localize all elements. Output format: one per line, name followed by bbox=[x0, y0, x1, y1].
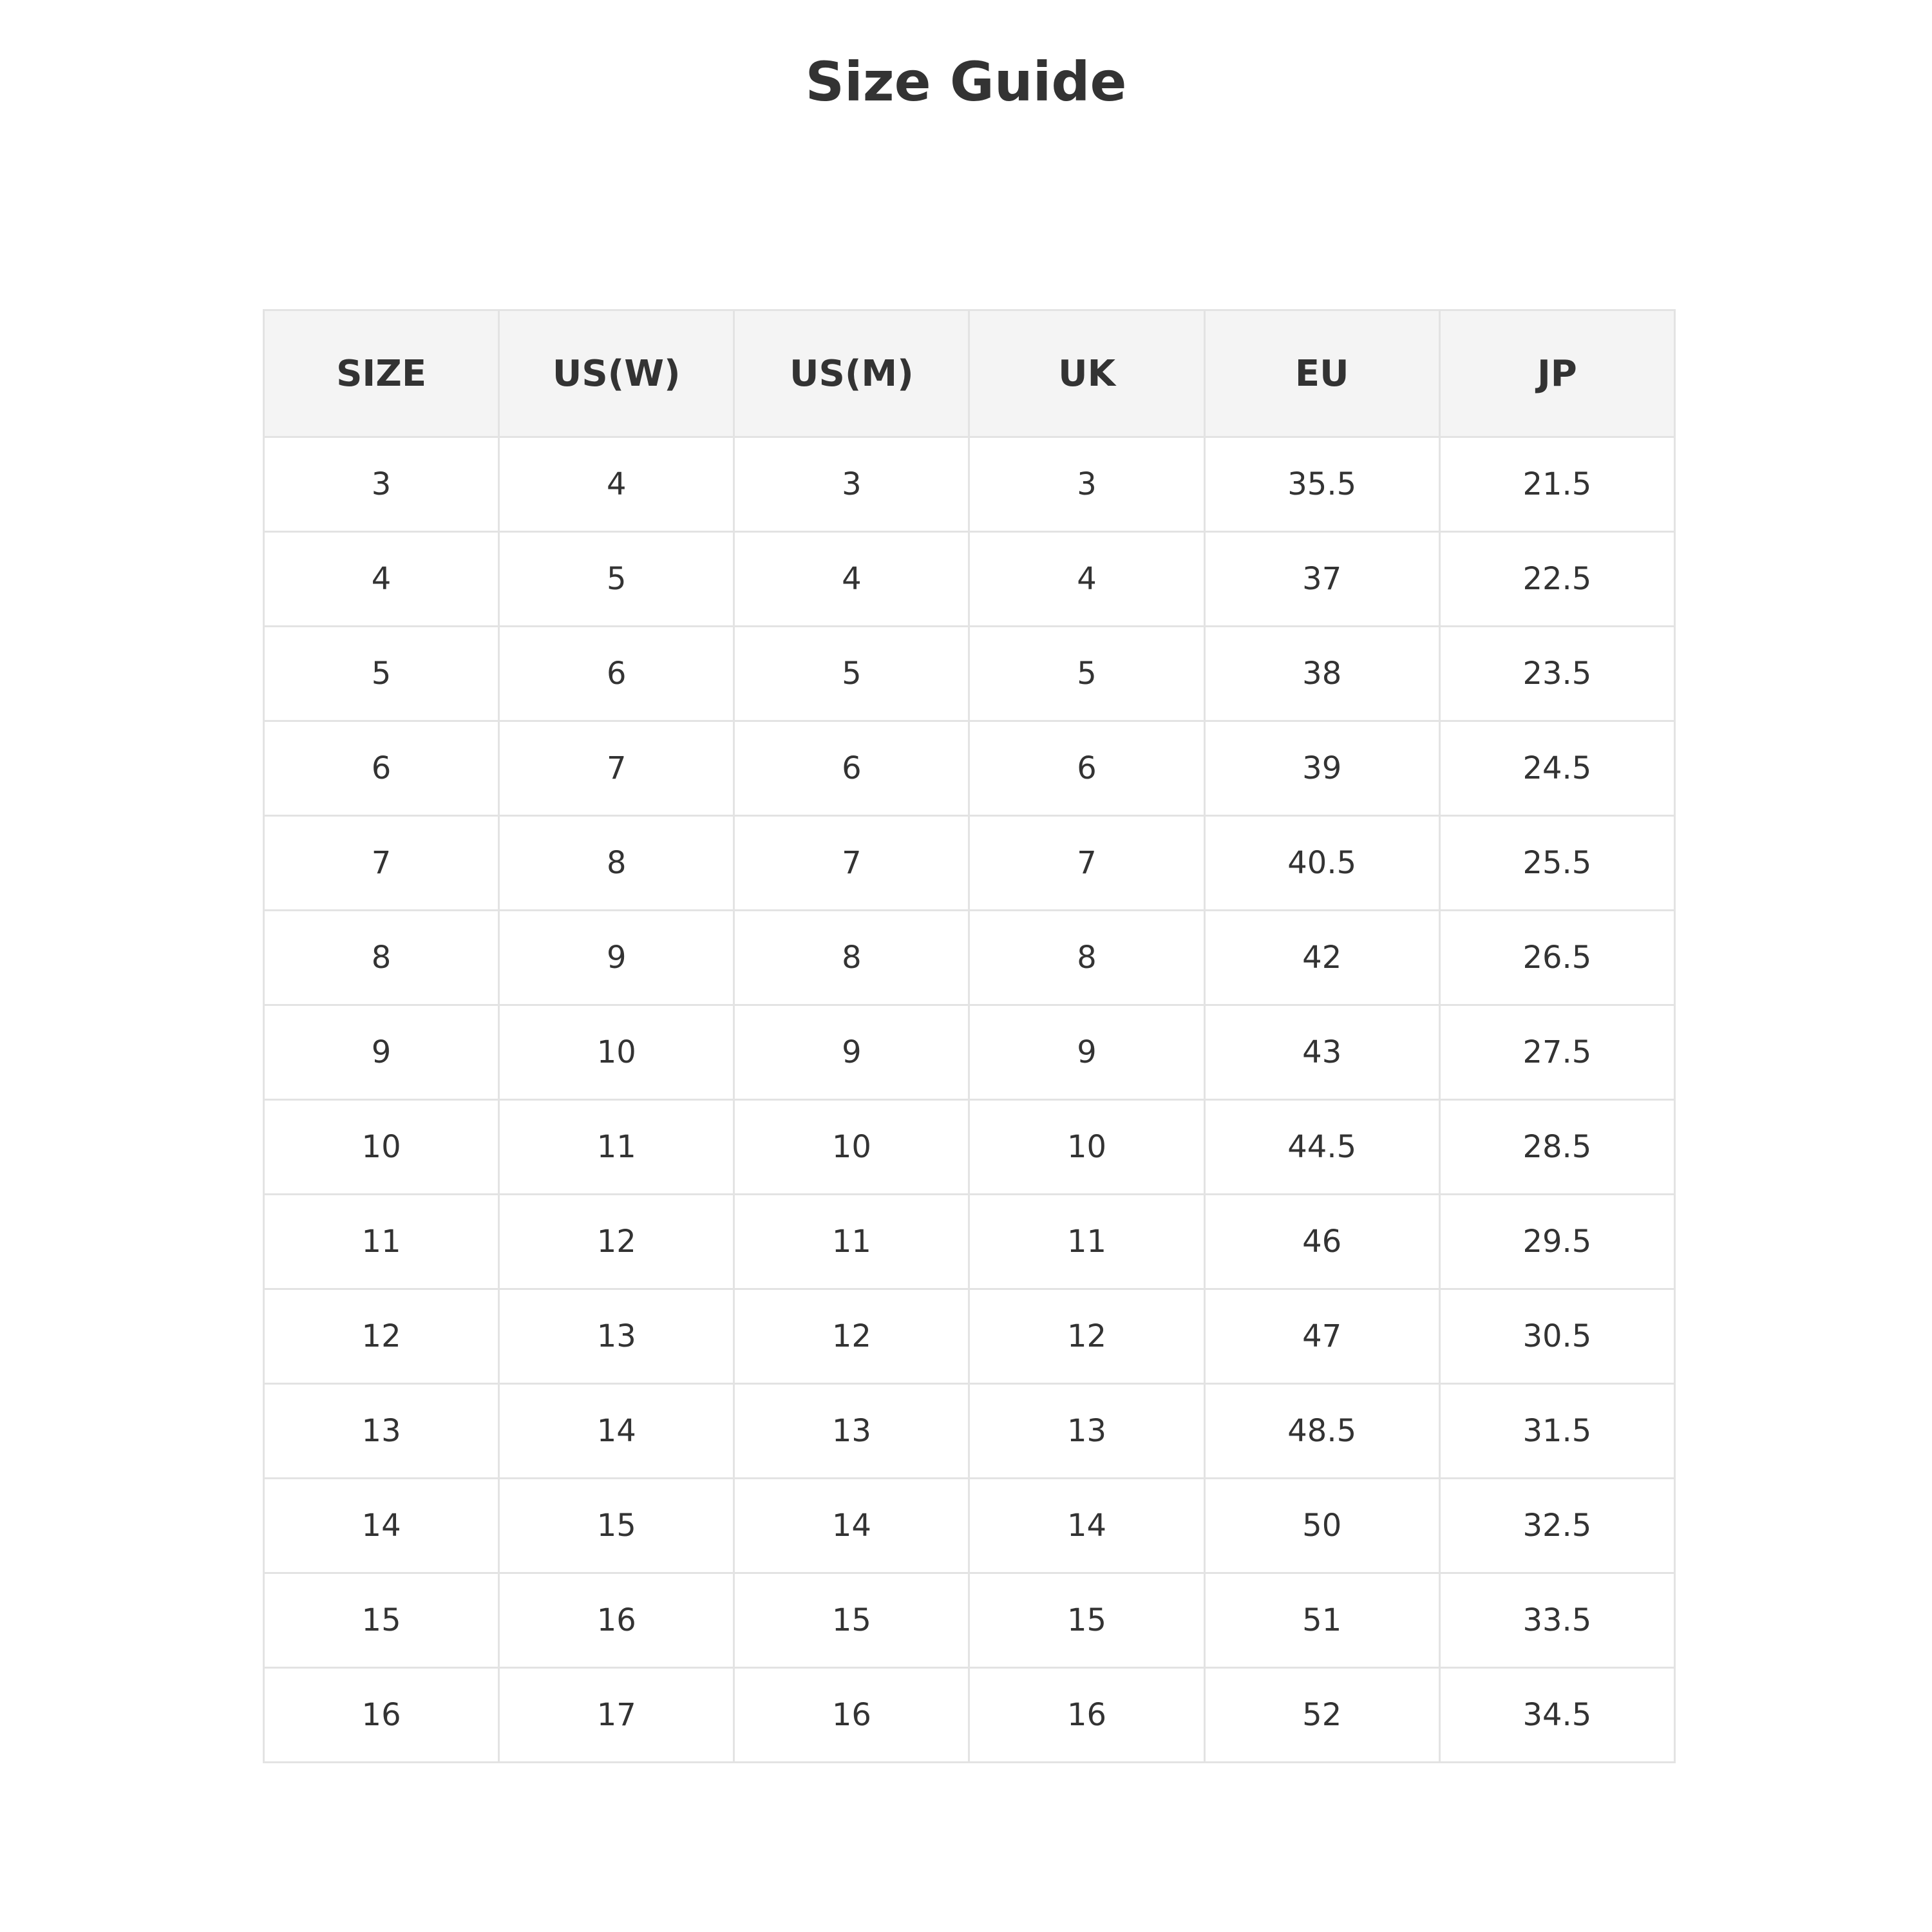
table-body bbox=[264, 437, 1675, 1763]
cell-us-women: 11 bbox=[499, 1100, 734, 1195]
cell-us-women: 4 bbox=[499, 437, 734, 532]
cell-us-women: 7 bbox=[499, 721, 734, 816]
cell-us-women: 10 bbox=[499, 1005, 734, 1100]
table-row bbox=[264, 532, 1675, 627]
cell-uk: 9 bbox=[969, 1005, 1204, 1100]
cell-eu: 39 bbox=[1204, 721, 1439, 816]
cell-size: 7 bbox=[264, 816, 499, 911]
cell-eu: 42 bbox=[1204, 911, 1439, 1005]
cell-us-men: 11 bbox=[734, 1195, 969, 1289]
cell-uk: 10 bbox=[969, 1100, 1204, 1195]
cell-us-men: 7 bbox=[734, 816, 969, 911]
cell-eu: 46 bbox=[1204, 1195, 1439, 1289]
page-title: Size Guide bbox=[805, 50, 1127, 113]
cell-size: 6 bbox=[264, 721, 499, 816]
table-row bbox=[264, 1573, 1675, 1668]
cell-size: 12 bbox=[264, 1289, 499, 1384]
cell-us-men: 6 bbox=[734, 721, 969, 816]
header-us-men: US(M) bbox=[734, 310, 969, 437]
cell-us-men: 12 bbox=[734, 1289, 969, 1384]
cell-us-men: 14 bbox=[734, 1479, 969, 1573]
cell-size: 16 bbox=[264, 1668, 499, 1763]
cell-size: 8 bbox=[264, 911, 499, 1005]
cell-us-women: 9 bbox=[499, 911, 734, 1005]
cell-jp: 28.5 bbox=[1439, 1100, 1674, 1195]
cell-us-men: 13 bbox=[734, 1384, 969, 1479]
cell-us-women: 16 bbox=[499, 1573, 734, 1668]
size-guide-table bbox=[263, 309, 1676, 1763]
cell-eu: 51 bbox=[1204, 1573, 1439, 1668]
cell-jp: 25.5 bbox=[1439, 816, 1674, 911]
cell-size: 11 bbox=[264, 1195, 499, 1289]
cell-uk: 14 bbox=[969, 1479, 1204, 1573]
cell-jp: 34.5 bbox=[1439, 1668, 1674, 1763]
table-row bbox=[264, 721, 1675, 816]
cell-jp: 21.5 bbox=[1439, 437, 1674, 532]
cell-jp: 22.5 bbox=[1439, 532, 1674, 627]
table-row bbox=[264, 1100, 1675, 1195]
cell-size: 5 bbox=[264, 627, 499, 721]
cell-us-men: 8 bbox=[734, 911, 969, 1005]
cell-uk: 13 bbox=[969, 1384, 1204, 1479]
cell-size: 4 bbox=[264, 532, 499, 627]
cell-jp: 30.5 bbox=[1439, 1289, 1674, 1384]
cell-eu: 48.5 bbox=[1204, 1384, 1439, 1479]
cell-jp: 29.5 bbox=[1439, 1195, 1674, 1289]
table-row bbox=[264, 816, 1675, 911]
cell-us-women: 12 bbox=[499, 1195, 734, 1289]
table-row bbox=[264, 1479, 1675, 1573]
cell-eu: 43 bbox=[1204, 1005, 1439, 1100]
header-jp: JP bbox=[1439, 310, 1674, 437]
cell-eu: 47 bbox=[1204, 1289, 1439, 1384]
cell-us-men: 10 bbox=[734, 1100, 969, 1195]
cell-size: 10 bbox=[264, 1100, 499, 1195]
table-row bbox=[264, 1289, 1675, 1384]
cell-jp: 31.5 bbox=[1439, 1384, 1674, 1479]
cell-uk: 3 bbox=[969, 437, 1204, 532]
header-size: SIZE bbox=[264, 310, 499, 437]
cell-size: 13 bbox=[264, 1384, 499, 1479]
cell-us-women: 6 bbox=[499, 627, 734, 721]
cell-us-women: 5 bbox=[499, 532, 734, 627]
cell-eu: 37 bbox=[1204, 532, 1439, 627]
cell-size: 14 bbox=[264, 1479, 499, 1573]
header-us-women: US(W) bbox=[499, 310, 734, 437]
table-row bbox=[264, 1005, 1675, 1100]
cell-jp: 33.5 bbox=[1439, 1573, 1674, 1668]
cell-uk: 12 bbox=[969, 1289, 1204, 1384]
cell-us-women: 14 bbox=[499, 1384, 734, 1479]
table-row bbox=[264, 627, 1675, 721]
cell-uk: 15 bbox=[969, 1573, 1204, 1668]
table-header bbox=[264, 310, 1675, 437]
cell-uk: 4 bbox=[969, 532, 1204, 627]
cell-us-women: 13 bbox=[499, 1289, 734, 1384]
cell-uk: 8 bbox=[969, 911, 1204, 1005]
cell-us-men: 9 bbox=[734, 1005, 969, 1100]
cell-us-men: 5 bbox=[734, 627, 969, 721]
cell-us-men: 4 bbox=[734, 532, 969, 627]
cell-us-men: 3 bbox=[734, 437, 969, 532]
cell-eu: 44.5 bbox=[1204, 1100, 1439, 1195]
cell-us-men: 15 bbox=[734, 1573, 969, 1668]
table-row bbox=[264, 1195, 1675, 1289]
cell-uk: 11 bbox=[969, 1195, 1204, 1289]
cell-uk: 5 bbox=[969, 627, 1204, 721]
cell-eu: 50 bbox=[1204, 1479, 1439, 1573]
cell-size: 3 bbox=[264, 437, 499, 532]
cell-eu: 40.5 bbox=[1204, 816, 1439, 911]
cell-us-women: 8 bbox=[499, 816, 734, 911]
cell-uk: 6 bbox=[969, 721, 1204, 816]
cell-uk: 7 bbox=[969, 816, 1204, 911]
cell-jp: 26.5 bbox=[1439, 911, 1674, 1005]
cell-jp: 24.5 bbox=[1439, 721, 1674, 816]
cell-us-women: 15 bbox=[499, 1479, 734, 1573]
table-row bbox=[264, 437, 1675, 532]
table-row bbox=[264, 1384, 1675, 1479]
header-row bbox=[264, 310, 1675, 437]
cell-jp: 23.5 bbox=[1439, 627, 1674, 721]
cell-size: 9 bbox=[264, 1005, 499, 1100]
cell-size: 15 bbox=[264, 1573, 499, 1668]
header-eu: EU bbox=[1204, 310, 1439, 437]
header-uk: UK bbox=[969, 310, 1204, 437]
table-row bbox=[264, 1668, 1675, 1763]
cell-eu: 52 bbox=[1204, 1668, 1439, 1763]
cell-uk: 16 bbox=[969, 1668, 1204, 1763]
cell-eu: 38 bbox=[1204, 627, 1439, 721]
table-row bbox=[264, 911, 1675, 1005]
cell-jp: 32.5 bbox=[1439, 1479, 1674, 1573]
cell-us-men: 16 bbox=[734, 1668, 969, 1763]
cell-jp: 27.5 bbox=[1439, 1005, 1674, 1100]
cell-us-women: 17 bbox=[499, 1668, 734, 1763]
cell-eu: 35.5 bbox=[1204, 437, 1439, 532]
